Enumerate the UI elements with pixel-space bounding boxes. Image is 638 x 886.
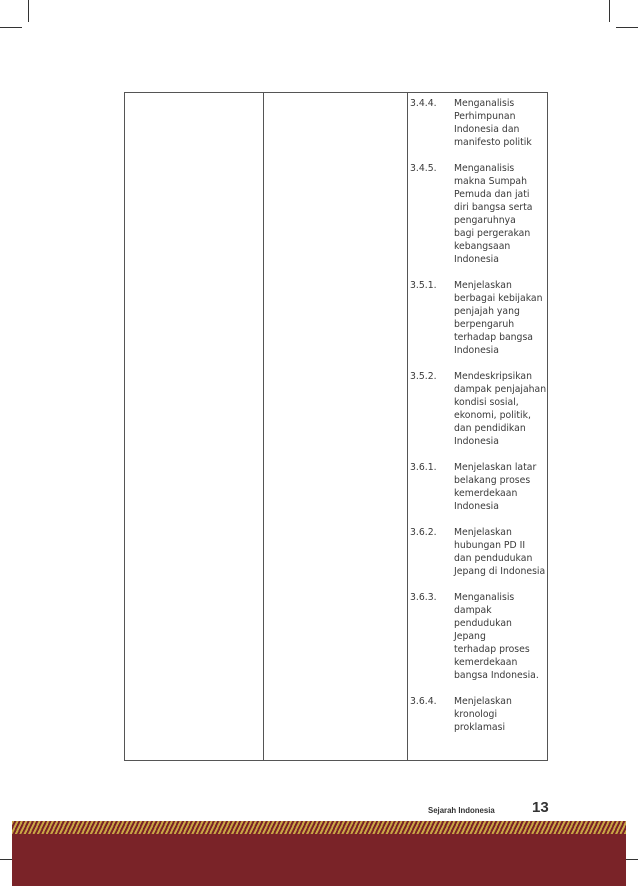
- decorative-stripe: [12, 821, 626, 834]
- crop-mark: [609, 0, 610, 22]
- indicator-code: 3.5.2.: [410, 371, 437, 382]
- indicator-text: Mendeskripsikan dampak penjajahan kondisi sosial, ekonomi, politik, dan pendidikan Indonesia: [454, 371, 547, 447]
- page-number: 13: [532, 799, 549, 816]
- indicator-text: Menjelaskan kronologi proklamasi: [454, 696, 512, 733]
- indicator-item: [410, 461, 560, 513]
- crop-mark: [0, 27, 22, 28]
- indicator-text: Menganalisis Perhimpunan Indonesia dan manifesto politik: [454, 98, 532, 148]
- indicator-item: [410, 370, 560, 448]
- indicator-code: 3.5.1.: [410, 280, 437, 291]
- indicator-list: [410, 97, 560, 747]
- indicator-text: Menjelaskan berbagai kebijakan penjajah yang berpengaruh terhadap bangsa Indonesia: [454, 280, 543, 356]
- indicator-text: Menjelaskan hubungan PD II dan pendudukan Jepang di Indonesia: [454, 527, 546, 577]
- column-divider: [407, 93, 408, 760]
- indicator-code: 3.6.2.: [410, 527, 437, 538]
- footer-band: [12, 834, 626, 886]
- indicator-item: [410, 279, 560, 357]
- indicator-code: 3.6.3.: [410, 592, 437, 603]
- indicator-item: [410, 591, 560, 682]
- book-title: Sejarah Indonesia: [428, 806, 495, 815]
- indicator-code: 3.6.4.: [410, 696, 437, 707]
- crop-mark: [616, 27, 638, 28]
- indicator-item: [410, 162, 560, 266]
- indicator-text: Menjelaskan latar belakang proses kemerdekaan Indonesia: [454, 462, 537, 512]
- indicator-text: Menganalisis dampak pendudukan Jepang terhadap proses kemerdekaan bangsa Indonesia.: [454, 592, 539, 681]
- crop-mark: [28, 0, 29, 22]
- indicator-code: 3.4.4.: [410, 98, 437, 109]
- indicator-item: [410, 526, 560, 578]
- column-divider: [263, 93, 264, 760]
- indicator-code: 3.6.1.: [410, 462, 437, 473]
- indicator-code: 3.4.5.: [410, 163, 437, 174]
- indicator-item: [410, 97, 560, 149]
- indicator-text: Menganalisis makna Sumpah Pemuda dan jati diri bangsa serta pengaruhnya bagi pergerakan kebangsaan Indonesia: [454, 163, 533, 265]
- indicator-item: [410, 695, 560, 734]
